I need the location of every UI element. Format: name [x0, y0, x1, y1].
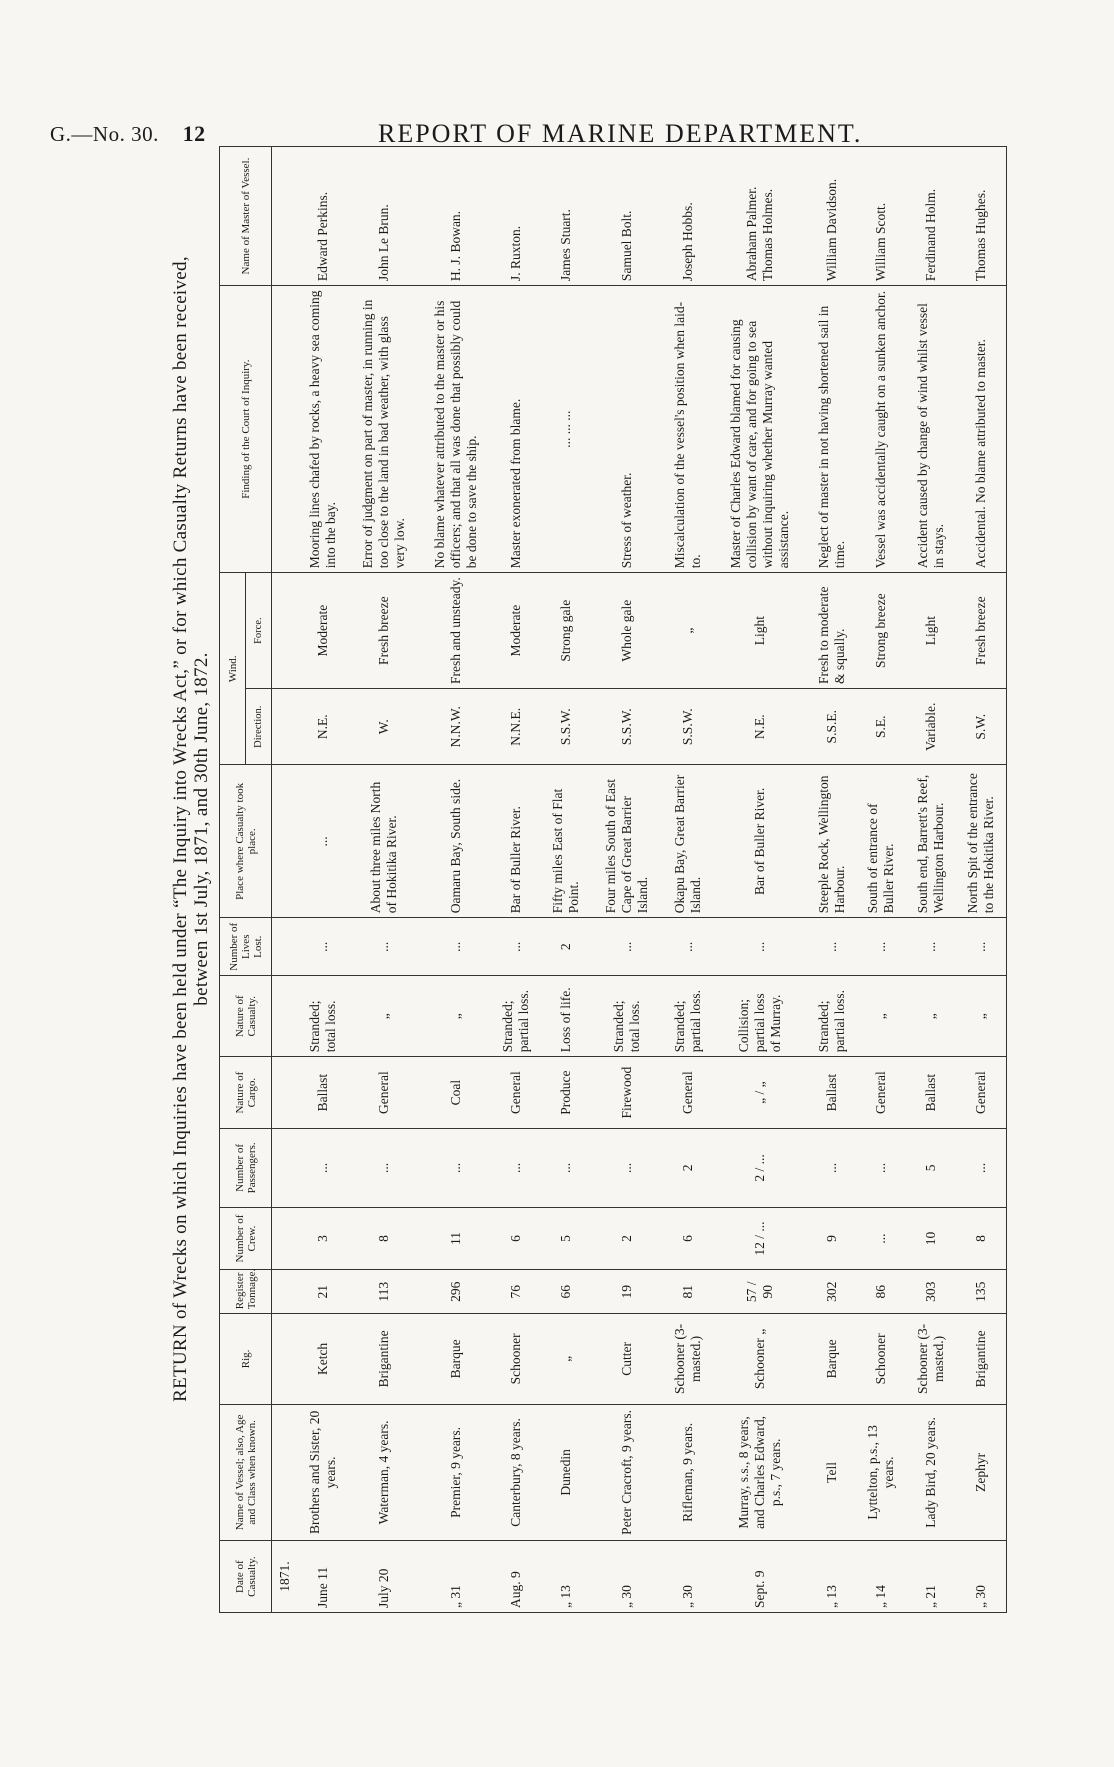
table-row — [856, 147, 906, 1613]
cell-crew: 6 — [492, 1207, 542, 1270]
cell-wind-force: Light — [906, 573, 956, 689]
caption-line-2: between 1st July, 1871, and 30th June, 1872. — [191, 652, 212, 1006]
col-finding: Finding of the Court of Inquiry. — [220, 286, 272, 573]
cell-crew: 8 — [956, 1207, 1007, 1270]
cell-wind-direction: S.E. — [856, 689, 906, 765]
col-master: Name of Master of Vessel. — [220, 147, 272, 286]
cell-crew: 12 / ... — [713, 1207, 807, 1270]
cell-wind-force: Fresh to moderate & squally. — [807, 573, 857, 689]
cell-name: Brothers and Sister, 20 years. — [298, 1404, 348, 1541]
cell-finding: Master of Charles Edward blamed for causing collision by want of care, and for going to sea without inquiring whether Murray wanted assistance. — [713, 286, 807, 573]
cell-cargo: Ballast — [906, 1057, 956, 1129]
col-cargo: Nature of Cargo. — [220, 1057, 272, 1129]
cell-tonnage: 86 — [856, 1270, 906, 1314]
cell-crew: 9 — [807, 1207, 857, 1270]
cell-passengers: 2 / ... — [713, 1129, 807, 1208]
cell-date: June 11 — [298, 1541, 348, 1613]
cell-finding: No blame whatever attributed to the master or his officers; and that all was done that possibly could be done to save the ship. — [420, 286, 492, 573]
col-crew: Number of Crew. — [220, 1207, 272, 1270]
cell-lives: ... — [906, 918, 956, 976]
table-row — [298, 147, 348, 1613]
table-row — [348, 147, 420, 1613]
cell-passengers: ... — [420, 1129, 492, 1208]
cell-tonnage: 76 — [492, 1270, 542, 1314]
col-rig: Rig. — [220, 1314, 272, 1404]
col-date: Date of Casualty. — [220, 1541, 272, 1613]
cell-wind-force: Light — [713, 573, 807, 689]
cell-casualty: Stranded; total loss. — [591, 976, 663, 1057]
cell-finding: Neglect of master in not having shortened sail in time. — [807, 286, 857, 573]
cell-passengers: ... — [956, 1129, 1007, 1208]
cell-crew: 10 — [906, 1207, 956, 1270]
cell-master: J. Ruxton. — [492, 147, 542, 286]
page-title: REPORT OF MARINE DEPARTMENT. — [378, 119, 863, 148]
cell-casualty: Stranded; total loss. — [298, 976, 348, 1057]
cell-rig: Ketch — [298, 1314, 348, 1404]
cell-master: William Davidson. — [807, 147, 857, 286]
cell-date: „ 30 — [956, 1541, 1007, 1613]
cell-tonnage: 302 — [807, 1270, 857, 1314]
cell-name: Rifleman, 9 years. — [663, 1404, 713, 1541]
cell-rig: „ — [541, 1314, 591, 1404]
cell-tonnage: 113 — [348, 1270, 420, 1314]
cell-cargo: General — [856, 1057, 906, 1129]
cell-passengers: 5 — [906, 1129, 956, 1208]
cell-place: Fifty miles East of Flat Point. — [541, 765, 591, 918]
table-row — [591, 147, 663, 1613]
col-passengers: Number of Passengers. — [220, 1129, 272, 1208]
cell-wind-force: Moderate — [298, 573, 348, 689]
cell-casualty: Stranded; partial loss. — [492, 976, 542, 1057]
cell-passengers: ... — [298, 1129, 348, 1208]
cell-wind-direction: S.S.W. — [591, 689, 663, 765]
cell-finding: Stress of weather. — [591, 286, 663, 573]
cell-passengers: ... — [856, 1129, 906, 1208]
table-row — [492, 147, 542, 1613]
cell-date: „ 13 — [541, 1541, 591, 1613]
cell-lives: ... — [807, 918, 857, 976]
cell-passengers: ... — [541, 1129, 591, 1208]
cell-date: „ 30 — [663, 1541, 713, 1613]
document-code — [50, 121, 206, 147]
cell-casualty: „ — [856, 976, 906, 1057]
cell-wind-force: Fresh breeze — [956, 573, 1007, 689]
table-row — [906, 147, 956, 1613]
table-row — [956, 147, 1007, 1613]
cell-wind-direction: W. — [348, 689, 420, 765]
cell-casualty: Collision; partial loss of Murray. — [713, 976, 807, 1057]
cell-date: „ 14 — [856, 1541, 906, 1613]
cell-rig: Barque — [807, 1314, 857, 1404]
page-number: 12 — [182, 121, 206, 146]
cell-lives: ... — [298, 918, 348, 976]
table-row — [663, 147, 713, 1613]
cell-casualty: Loss of life. — [541, 976, 591, 1057]
cell-crew: 5 — [541, 1207, 591, 1270]
cell-master: Abraham Palmer. Thomas Holmes. — [713, 147, 807, 286]
cell-casualty: Stranded; partial loss. — [807, 976, 857, 1057]
cell-rig: Brigantine — [348, 1314, 420, 1404]
cell-lives: ... — [492, 918, 542, 976]
cell-finding: Accidental. No blame attributed to master. — [956, 286, 1007, 573]
cell-finding: Master exonerated from blame. — [492, 286, 542, 573]
cell-wind-direction: S.W. — [956, 689, 1007, 765]
cell-cargo: Produce — [541, 1057, 591, 1129]
cell-name: Canterbury, 8 years. — [492, 1404, 542, 1541]
table-row — [420, 147, 492, 1613]
cell-wind-force: Fresh breeze — [348, 573, 420, 689]
cell-casualty: „ — [348, 976, 420, 1057]
cell-rig: Barque — [420, 1314, 492, 1404]
cell-name: Zephyr — [956, 1404, 1007, 1541]
cell-passengers: 2 — [663, 1129, 713, 1208]
cell-place: Four miles South of East Cape of Great Barrier Island. — [591, 765, 663, 918]
cell-name: Premier, 9 years. — [420, 1404, 492, 1541]
col-wind-direction: Direction. — [246, 689, 272, 765]
cell-name: Tell — [807, 1404, 857, 1541]
cell-date: „ 13 — [807, 1541, 857, 1613]
cell-place: Bar of Buller River. — [492, 765, 542, 918]
cell-lives: ... — [348, 918, 420, 976]
cell-place: South of entrance of Buller River. — [856, 765, 906, 918]
cell-crew: 11 — [420, 1207, 492, 1270]
cell-name: Murray, s.s., 8 years, and Charles Edward, p.s., 7 years. — [713, 1404, 807, 1541]
cell-finding: Miscalculation of the vessel's position when laid-to. — [663, 286, 713, 573]
cell-place: Oamaru Bay, South side. — [420, 765, 492, 918]
cell-finding: Vessel was accidentally caught on a sunken anchor. — [856, 286, 906, 573]
cell-name: Waterman, 4 years. — [348, 1404, 420, 1541]
cell-rig: Schooner — [492, 1314, 542, 1404]
cell-cargo: Firewood — [591, 1057, 663, 1129]
cell-wind-force: „ — [663, 573, 713, 689]
cell-wind-direction: S.S.W. — [663, 689, 713, 765]
cell-wind-force: Whole gale — [591, 573, 663, 689]
cell-finding: Mooring lines chafed by rocks, a heavy sea coming into the bay. — [298, 286, 348, 573]
series-number: G.—No. 30. — [50, 122, 159, 146]
cell-place: South end, Barrett's Reef, Wellington Harbour. — [906, 765, 956, 918]
cell-rig: Schooner (3-masted.) — [906, 1314, 956, 1404]
table-caption — [170, 156, 212, 1502]
col-casualty: Nature of Casualty. — [220, 976, 272, 1057]
cell-wind-force: Strong gale — [541, 573, 591, 689]
cell-crew: 8 — [348, 1207, 420, 1270]
cell-name: Lady Bird, 20 years. — [906, 1404, 956, 1541]
cell-lives: ... — [663, 918, 713, 976]
cell-master: Thomas Hughes. — [956, 147, 1007, 286]
cell-passengers: ... — [807, 1129, 857, 1208]
cell-name: Peter Cracroft, 9 years. — [591, 1404, 663, 1541]
cell-date: July 20 — [348, 1541, 420, 1613]
cell-cargo: General — [663, 1057, 713, 1129]
table-row — [541, 147, 591, 1613]
cell-tonnage: 19 — [591, 1270, 663, 1314]
cell-finding: Error of judgment on part of master, in running in too close to the land in bad weather, with glass very low. — [348, 286, 420, 573]
cell-date: Sept. 9 — [713, 1541, 807, 1613]
col-wind-force: Force. — [246, 573, 272, 689]
cell-finding: Accident caused by change of wind whilst vessel in stays. — [906, 286, 956, 573]
cell-wind-direction: N.E. — [713, 689, 807, 765]
cell-casualty: „ — [956, 976, 1007, 1057]
cell-cargo: General — [492, 1057, 542, 1129]
cell-wind-force: Fresh and unsteady. — [420, 573, 492, 689]
cell-wind-direction: S.S.W. — [541, 689, 591, 765]
cell-wind-force: Moderate — [492, 573, 542, 689]
cell-cargo: General — [956, 1057, 1007, 1129]
cell-place: About three miles North of Hokitika River. — [348, 765, 420, 918]
cell-cargo: Ballast — [807, 1057, 857, 1129]
cell-passengers: ... — [348, 1129, 420, 1208]
cell-tonnage: 57 / 90 — [713, 1270, 807, 1314]
cell-master: Edward Perkins. — [298, 147, 348, 286]
cell-master: Samuel Bolt. — [591, 147, 663, 286]
cell-lives: ... — [591, 918, 663, 976]
cell-place: Okapu Bay, Great Barrier Island. — [663, 765, 713, 918]
cell-wind-force: Strong breeze — [856, 573, 906, 689]
cell-place: Steeple Rock, Wellington Harbour. — [807, 765, 857, 918]
cell-rig: Schooner — [856, 1314, 906, 1404]
col-name: Name of Vessel; also, Age and Class when known. — [220, 1404, 272, 1541]
cell-tonnage: 135 — [956, 1270, 1007, 1314]
cell-tonnage: 296 — [420, 1270, 492, 1314]
cell-passengers: ... — [591, 1129, 663, 1208]
cell-lives: ... — [856, 918, 906, 976]
year-label: 1871. — [272, 1541, 299, 1613]
col-tonnage: Register Tonnage. — [220, 1270, 272, 1314]
rotated-return-table — [160, 156, 1020, 1608]
cell-rig: Schooner „ — [713, 1314, 807, 1404]
cell-tonnage: 303 — [906, 1270, 956, 1314]
cell-date: „ 31 — [420, 1541, 492, 1613]
cell-date: „ 21 — [906, 1541, 956, 1613]
table-row — [807, 147, 857, 1613]
cell-cargo: Coal — [420, 1057, 492, 1129]
cell-tonnage: 21 — [298, 1270, 348, 1314]
cell-date: Aug. 9 — [492, 1541, 542, 1613]
cell-lives: ... — [420, 918, 492, 976]
col-place: Place where Casualty took place. — [220, 765, 272, 918]
cell-wind-direction: N.N.W. — [420, 689, 492, 765]
cell-casualty: „ — [906, 976, 956, 1057]
cell-cargo: General — [348, 1057, 420, 1129]
cell-name: Dunedin — [541, 1404, 591, 1541]
cell-wind-direction: S.S.E. — [807, 689, 857, 765]
cell-passengers: ... — [492, 1129, 542, 1208]
cell-lives: ... — [713, 918, 807, 976]
cell-master: H. J. Bowan. — [420, 147, 492, 286]
cell-finding: ... ... ... — [541, 286, 591, 573]
cell-place: Bar of Buller River. — [713, 765, 807, 918]
cell-master: Joseph Hobbs. — [663, 147, 713, 286]
cell-casualty: „ — [420, 976, 492, 1057]
cell-lives: 2 — [541, 918, 591, 976]
col-wind: Wind. — [220, 573, 246, 765]
cell-crew: 2 — [591, 1207, 663, 1270]
col-lives: Number of Lives Lost. — [220, 918, 272, 976]
cell-crew: 3 — [298, 1207, 348, 1270]
cell-tonnage: 81 — [663, 1270, 713, 1314]
cell-crew: ... — [856, 1207, 906, 1270]
cell-date: „ 30 — [591, 1541, 663, 1613]
cell-wind-direction: Variable. — [906, 689, 956, 765]
cell-place: ... — [298, 765, 348, 918]
cell-master: William Scott. — [856, 147, 906, 286]
cell-name: Lyttelton, p.s., 13 years. — [856, 1404, 906, 1541]
cell-wind-direction: N.E. — [298, 689, 348, 765]
cell-wind-direction: N.N.E. — [492, 689, 542, 765]
cell-rig: Brigantine — [956, 1314, 1007, 1404]
wreck-return-table — [219, 146, 1007, 1613]
cell-rig: Schooner (3-masted.) — [663, 1314, 713, 1404]
caption-line-1: RETURN of Wrecks on which Inquiries have been held under “The Inquiry into Wrecks Act,” or for which Casualty Returns have been received, — [170, 256, 191, 1402]
cell-lives: ... — [956, 918, 1007, 976]
cell-cargo: „ / „ — [713, 1057, 807, 1129]
table-row — [713, 147, 807, 1613]
cell-master: John Le Brun. — [348, 147, 420, 286]
cell-cargo: Ballast — [298, 1057, 348, 1129]
cell-casualty: Stranded; partial loss. — [663, 976, 713, 1057]
cell-master: James Stuart. — [541, 147, 591, 286]
cell-crew: 6 — [663, 1207, 713, 1270]
cell-master: Ferdinand Holm. — [906, 147, 956, 286]
cell-tonnage: 66 — [541, 1270, 591, 1314]
cell-place: North Spit of the entrance to the Hokitika River. — [956, 765, 1007, 918]
cell-rig: Cutter — [591, 1314, 663, 1404]
